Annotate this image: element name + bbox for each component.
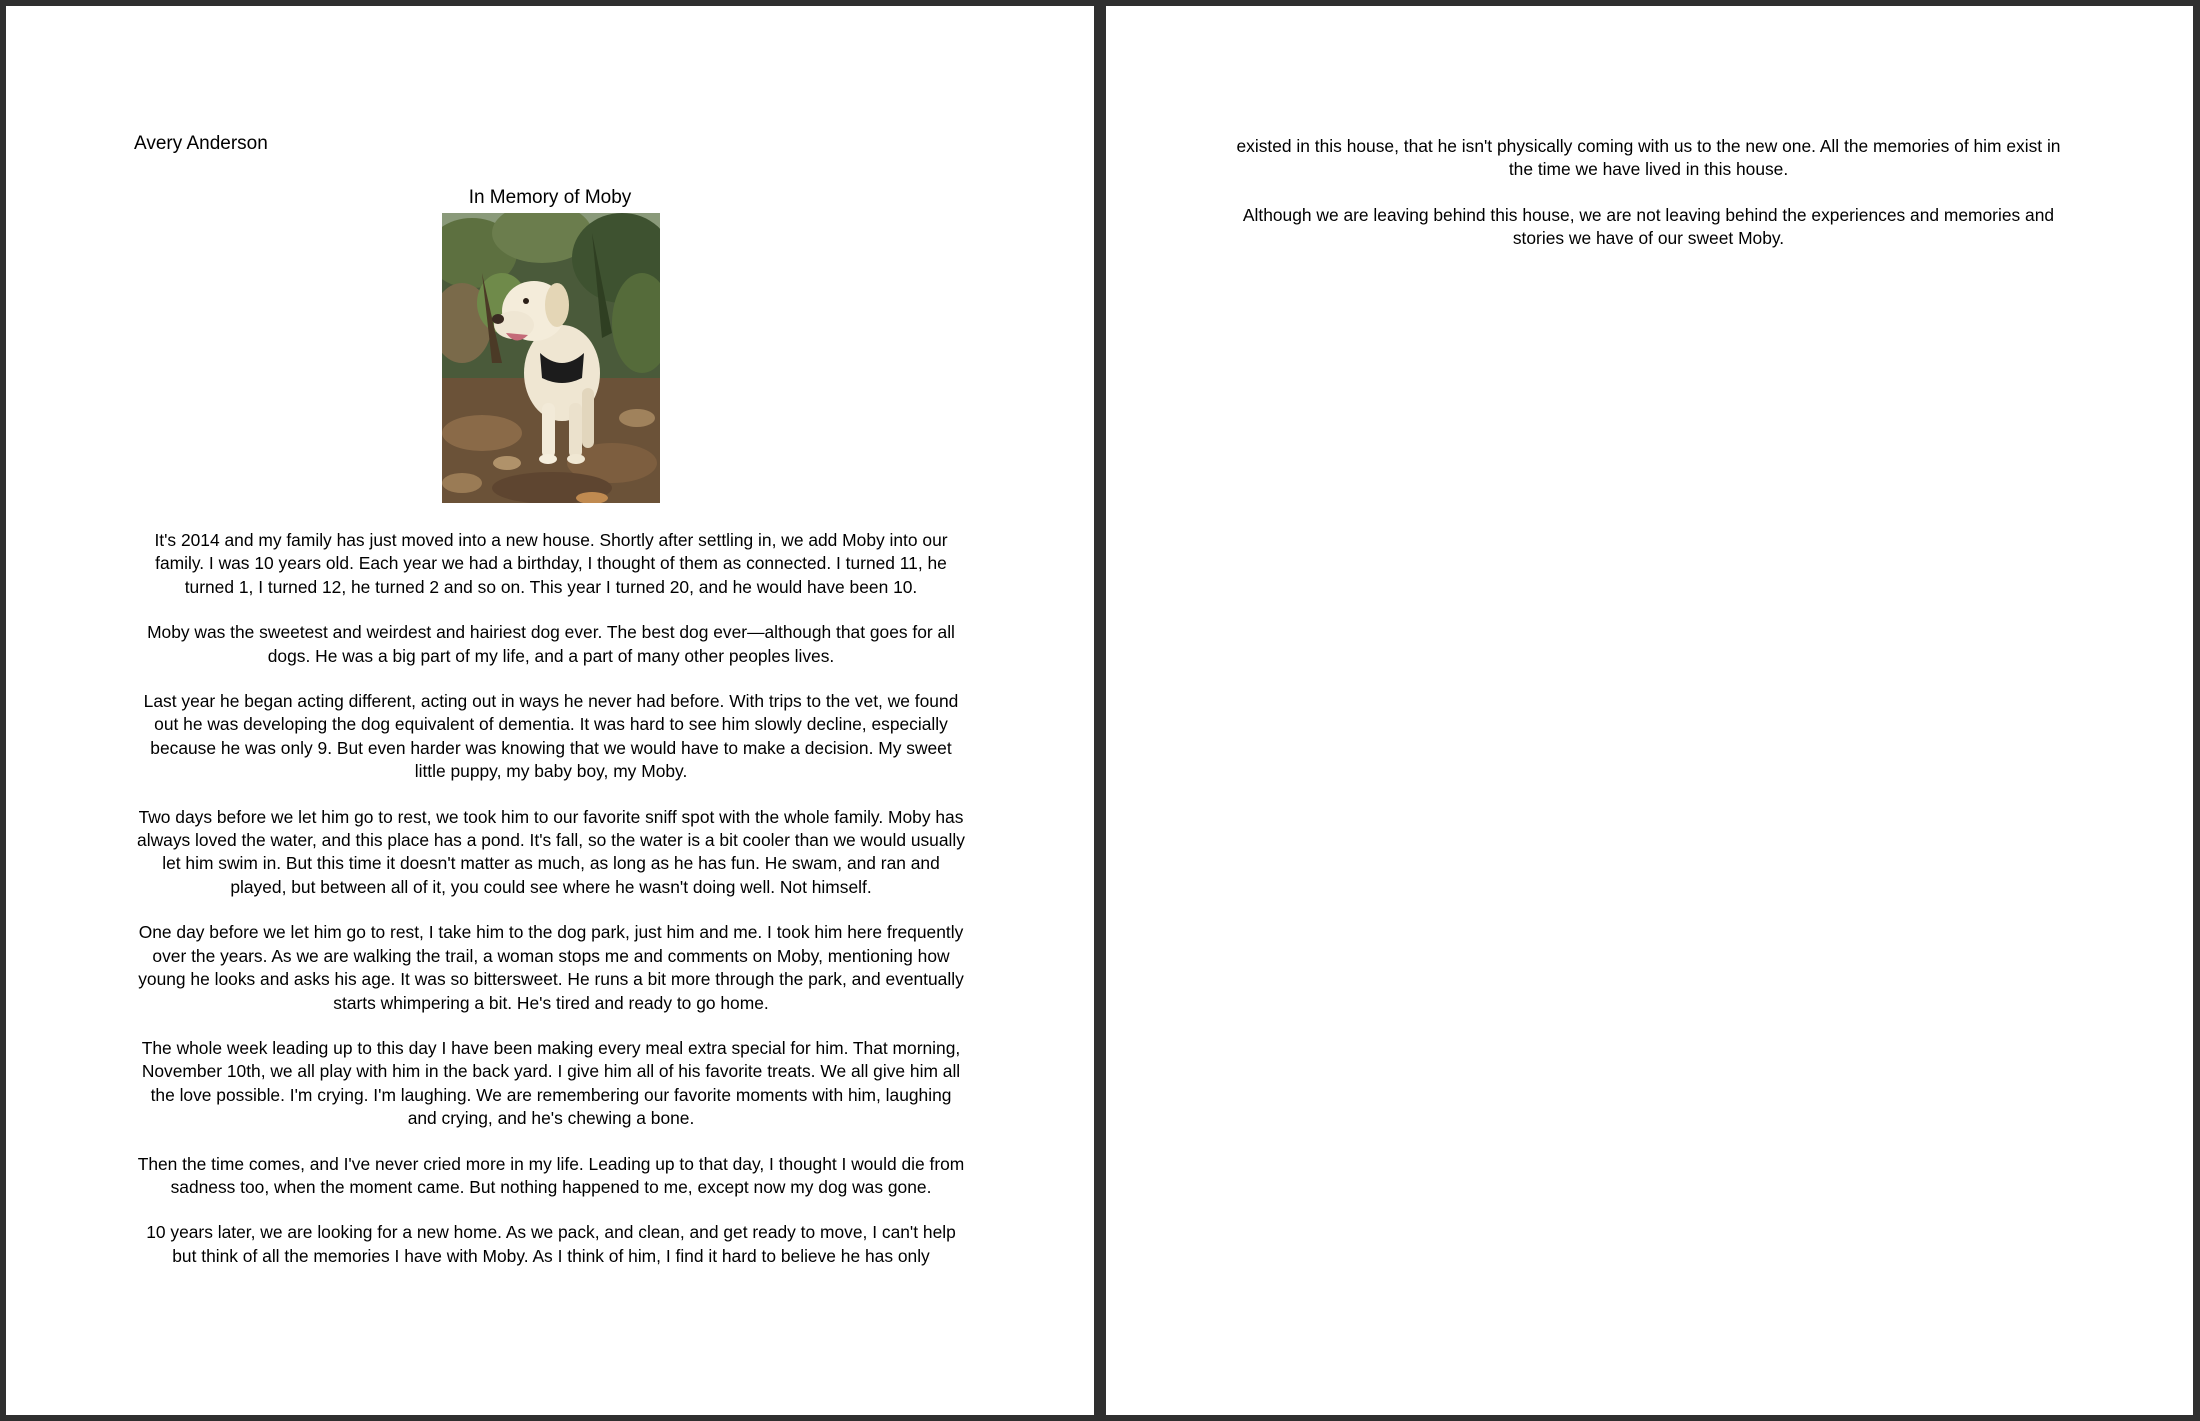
paragraph: 10 years later, we are looking for a new home. As we pack, and clean, and get ready to move, I can't help but think of all the memories I have with Moby. As I think of him, I find it hard to believe he has only [146,1222,956,1266]
paragraph: The whole week leading up to this day I have been making every meal extra special for him. That morning, November 10th, we all play with him in the back yard. I give him all of his favorite treats. We all give him all the love possible. I'm crying. I'm laughing. We are remembering our favorite moments with him, laughing and crying, and he's chewing a bone. [141,1037,961,1129]
paragraph: Although we are leaving behind this house, we are not leaving behind the experiences and memories and stories we have of our sweet Moby. [1242,204,2055,249]
memorial-body-continued [1226,135,2071,273]
paragraph: It's 2014 and my family has just moved into a new house. Shortly after settling in, we add Moby into our family. I was 10 years old. Each year we had a birthday, I thought of them as connected. I turned 11, he turned 1, I turned 12, he turned 2 and so on. This year I turned 20, and he would have been 10. [154,530,948,597]
document-page-1 [6,6,1094,1415]
paragraph: Moby was the sweetest and weirdest and hairiest dog ever. The best dog ever—although that goes for all dogs. He was a big part of my life, and a part of many other peoples lives. [147,622,955,666]
paragraph: existed in this house, that he isn't physically coming with us to the new one. All the memories of him exist in the time we have lived in this house. [1236,136,2061,180]
paragraph: Last year he began acting different, acting out in ways he never had before. With trips to the vet, we found out he was developing the dog equivalent of dementia. It was hard to see him slowly decline, especially because he was only 9. But even harder was knowing that we would have to make a decision. My sweet little puppy, my baby boy, my Moby. [143,691,959,782]
document-title: In Memory of Moby [468,187,632,208]
dog-photo [442,213,660,503]
document-page-2 [1106,6,2193,1415]
author-name: Avery Anderson [134,133,268,154]
paragraph: Two days before we let him go to rest, we took him to our favorite sniff spot with the whole family. Moby has always loved the water, and this place has a pond. It's fall, so the water is a bit cooler than we would usually let him swim in. But this time it doesn't matter as much, as long as he has fun. He swam, and ran and played, but between all of it, you could see where he wasn't doing well. Not himself. [137,806,965,897]
paragraph: One day before we let him go to rest, I take him to the dog park, just him and me. I took him here frequently over the years. As we are walking the trail, a woman stops me and comments on Moby, mentioning how young he looks and asks his age. It was so bittersweet. He runs a bit more through the park, and eventually starts whimpering a bit. He's tired and ready to go home. [138,922,964,1013]
paragraph: Then the time comes, and I've never cried more in my life. Leading up to that day, I thought I would die from sadness too, when the moment came. But nothing happened to me, except now my dog was gone. [137,1153,965,1197]
memorial-body [134,529,968,1290]
